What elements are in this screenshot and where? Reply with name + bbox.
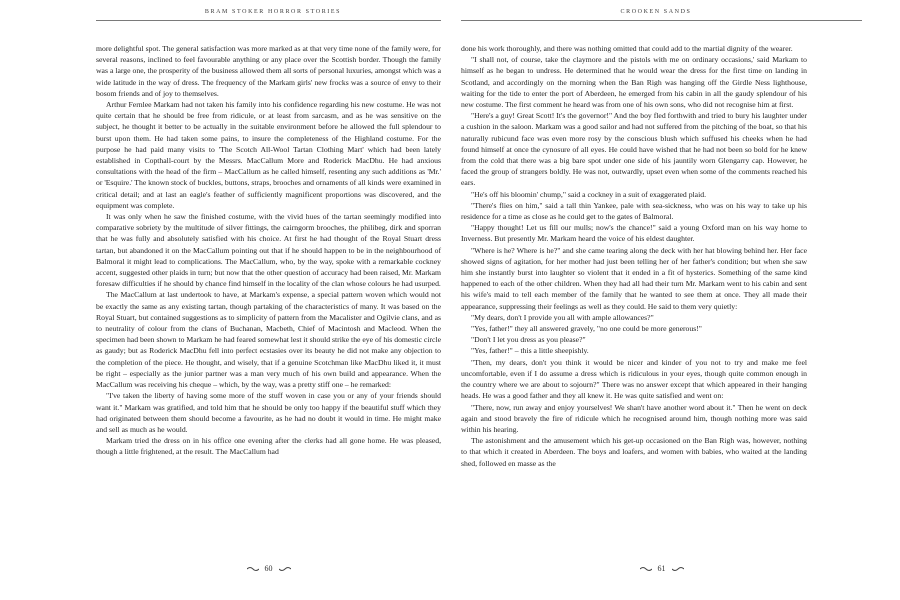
- paragraph: Arthur Fernlee Markam had not taken his family into his confidence regarding his new costume. He was not quite certain that he should be free from ridicule, or at least from sarcasm, and as he was sensitive on the subject, he thought it better to be actually in the suitable environment before he allowed the full splendour to burst upon them. He had taken some pains, to insure the completeness of the Highland costume. For the purpose he had paid many visits to 'The Scotch All-Wool Tartan Clothing Mart' which had been lately established in Copthall-court by the Messrs. MacCallum More and Roderick MacDhu. He had anxious consultations with the head of the firm – MacCallum as he called himself, resenting any such additions as 'Mr.' or 'Esquire.' The known stock of buckles, buttons, straps, brooches and ornaments of all kinds were examined in critical detail; and at last an eagle's feather of sufficiently magnificent proportions was discovered, and the equipment was complete.: [96, 100, 441, 210]
- page-footer-left: [96, 564, 441, 573]
- paragraph: It was only when he saw the finished costume, with the vivid hues of the tartan seemingly modified into comparative sobriety by the multitude of silver fittings, the cairngorm brooches, the philibeg, dirk and sporran that he was fully and absolutely satisfied with his choice. At first he had thought of the Royal Stuart dress tartan, but abandoned it on the MacCallum pointing out that if he should happen to be in the neighbourhood of Balmoral it might lead to complications. The MacCallum, who, by the way, spoke with a remarkable cockney accent, suggested other plaids in turn; but now that the other question of accuracy had been raised, Mr. Markam foresaw difficulties if he should by chance find himself in the locality of the clan whose colours he had usurped.: [96, 212, 441, 289]
- paragraph: "My dears, don't I provide you all with ample allowances?": [471, 312, 654, 322]
- paragraph: "Here's a guy! Great Scott! It's the governor!" And the boy fled forthwith and tried to bury his laughter under a cushion in the saloon. Markam was a good sailor and had not suffered from the pitching of the boat, so that his naturally rubicund face was even more rosy by the conscious blush which suffused his cheeks when he had found himself at once the cynosure of all eyes. He could have wished that he had not been so bold for he knew from the cold that there was a big bare spot under one side of his jauntily worn Glengarry cap. However, he faced the group of strangers boldly. He was not, outwardly, upset even when some of the comments reached his ears.: [461, 111, 807, 188]
- page-footer-right: [461, 564, 862, 573]
- paragraph: "Where is he? Where is he?" and she came tearing along the deck with her hat blowing behind her. Her face showed signs of agitation, for her mother had just been telling her of her father's condition; but when she saw him she instantly burst into laughter so violent that it ended in a fit of hysterics. Something of the same kind happened to each of the other children. When they had all had their turn Mr. Markam went to his cabin and sent his wife's maid to tell each member of the family that he wanted to see them at once. They all made their appearance, suppressing their feelings as well as they could. He said to them very quietly:: [461, 245, 807, 311]
- paragraph: "There's flies on him," said a tall thin Yankee, pale with sea-sickness, who was on his way to take up his residence for a time as close as he could get to the gates of Balmoral.: [461, 200, 807, 222]
- header-rule-left: [96, 20, 441, 21]
- page-number-right: 61: [657, 564, 666, 573]
- paragraph: "Happy thought! Let us fill our mulls; now's the chance!" said a young Oxford man on his way home to Inverness. But presently Mr. Markam heard the voice of his eldest daughter.: [461, 223, 807, 244]
- paragraph: "Then, my dears, don't you think it would be nicer and kinder of you not to try and make me feel uncomfortable, even if I do assume a dress which is ridiculous in your eyes, though quite common enough in the country where we are about to sojourn?" There was no answer except that which appeared in their hanging heads. He was a good father and they all knew it. He was quite satisfied and went on:: [461, 357, 807, 401]
- left-page-body: [96, 43, 441, 458]
- paragraph: The MacCallum at last undertook to have, at Markam's expense, a special pattern woven which would not be exactly the same as any existing tartan, though partaking of the characteristics of many. It was based on the Royal Stuart, but contained suggestions as to simplicity of pattern from the Macalister and Ogilvie clans, and as to neutrality of colour from the clans of Buchanan, Macbeth, Chief of Macintosh and Macleod. When the specimen had been shown to Markam he had feared somewhat lest it should strike the eye of his domestic circle as gaudy; but as Roderick MacDhu fell into perfect ecstasies over its beauty he did not make any objection to the completion of the piece. He thought, and wisely, that if a genuine Scotchman like MacDhu liked it, it must be right – especially as the junior partner was a man very much of his own build and appearance. When the MacCallum was receiving his cheque – which, by the way, was a pretty stiff one – he remarked:: [96, 290, 441, 390]
- ornament-right-icon: [672, 566, 684, 572]
- running-header-right: CROOKEN SANDS: [620, 9, 692, 15]
- paragraph: Markam tried the dress on in his office one evening after the clerks had all gone home. He was pleased, though a little frightened, at the result. The MacCallum had: [96, 436, 441, 457]
- ornament-right-icon: [279, 566, 291, 572]
- paragraph: "He's off his bloomin' chump," said a cockney in a suit of exaggerated plaid.: [471, 189, 706, 199]
- paragraph: "Yes, father!" – this a little sheepishly.: [471, 346, 589, 356]
- paragraph: "I've taken the liberty of having some more of the stuff woven in case you or any of your friends should want it." Markam was gratified, and told him that he should be only too happy if the beautiful stuff which they had originated between them should become a favourite, as he had no doubt it would in time. He might make and sell as much as he would.: [96, 391, 441, 434]
- paragraph: "Don't I let you dress as you please?": [471, 335, 586, 345]
- paragraph: done his work thoroughly, and there was nothing omitted that could add to the martial dignity of the wearer.: [461, 44, 793, 53]
- paragraph: "Yes, father!" they all answered gravely, "no one could be more generous!": [471, 324, 702, 334]
- ornament-left-icon: [640, 566, 652, 572]
- paragraph: The astonishment and the amusement which his get-up occasioned on the Ban Righ was, however, nothing to that which it created in Aberdeen. The boys and loafers, and women with babies, who waited at the landing shed, followed en masse as the: [461, 436, 807, 468]
- running-header-left: BRAM STOKER HORROR STORIES: [204, 9, 342, 15]
- paragraph: "There, now, run away and enjoy yourselves! We shan't have another word about it." Then he went on deck again and stood bravely the fire of ridicule which he recognised around him, though nothing more was said within his hearing.: [461, 402, 807, 434]
- header-rule-right: [461, 20, 862, 21]
- right-page: [450, 0, 900, 600]
- page-number-left: 60: [264, 564, 273, 573]
- right-page-body: [461, 43, 807, 469]
- paragraph: "I shall not, of course, take the claymore and the pistols with me on ordinary occasions,' said Markam to himself as he began to undress. He determined that he would wear the dress for the first time on landing in Scotland, and accordingly on the morning when the Ban Righ was hanging off the Girdle Ness lighthouse, waiting for the tide to enter the port of Aberdeen, he emerged from his cabin in all the gaudy splendour of his new costume. The first comment he heard was from one of his own sons, who did not recognise him at first.: [461, 55, 807, 110]
- paragraph: more delightful spot. The general satisfaction was more marked as at that very time none of the family were, for several reasons, inclined to feel favourable anything or any place over the Scottish border. Though the family was a large one, the prosperity of the business allowed them all sorts of personal luxuries, amongst which was a wide latitude in the way of dress. The frequency of the Markam girls' new frocks was a source of envy to their bosom friends and of joy to themselves.: [96, 44, 441, 98]
- ornament-left-icon: [247, 566, 259, 572]
